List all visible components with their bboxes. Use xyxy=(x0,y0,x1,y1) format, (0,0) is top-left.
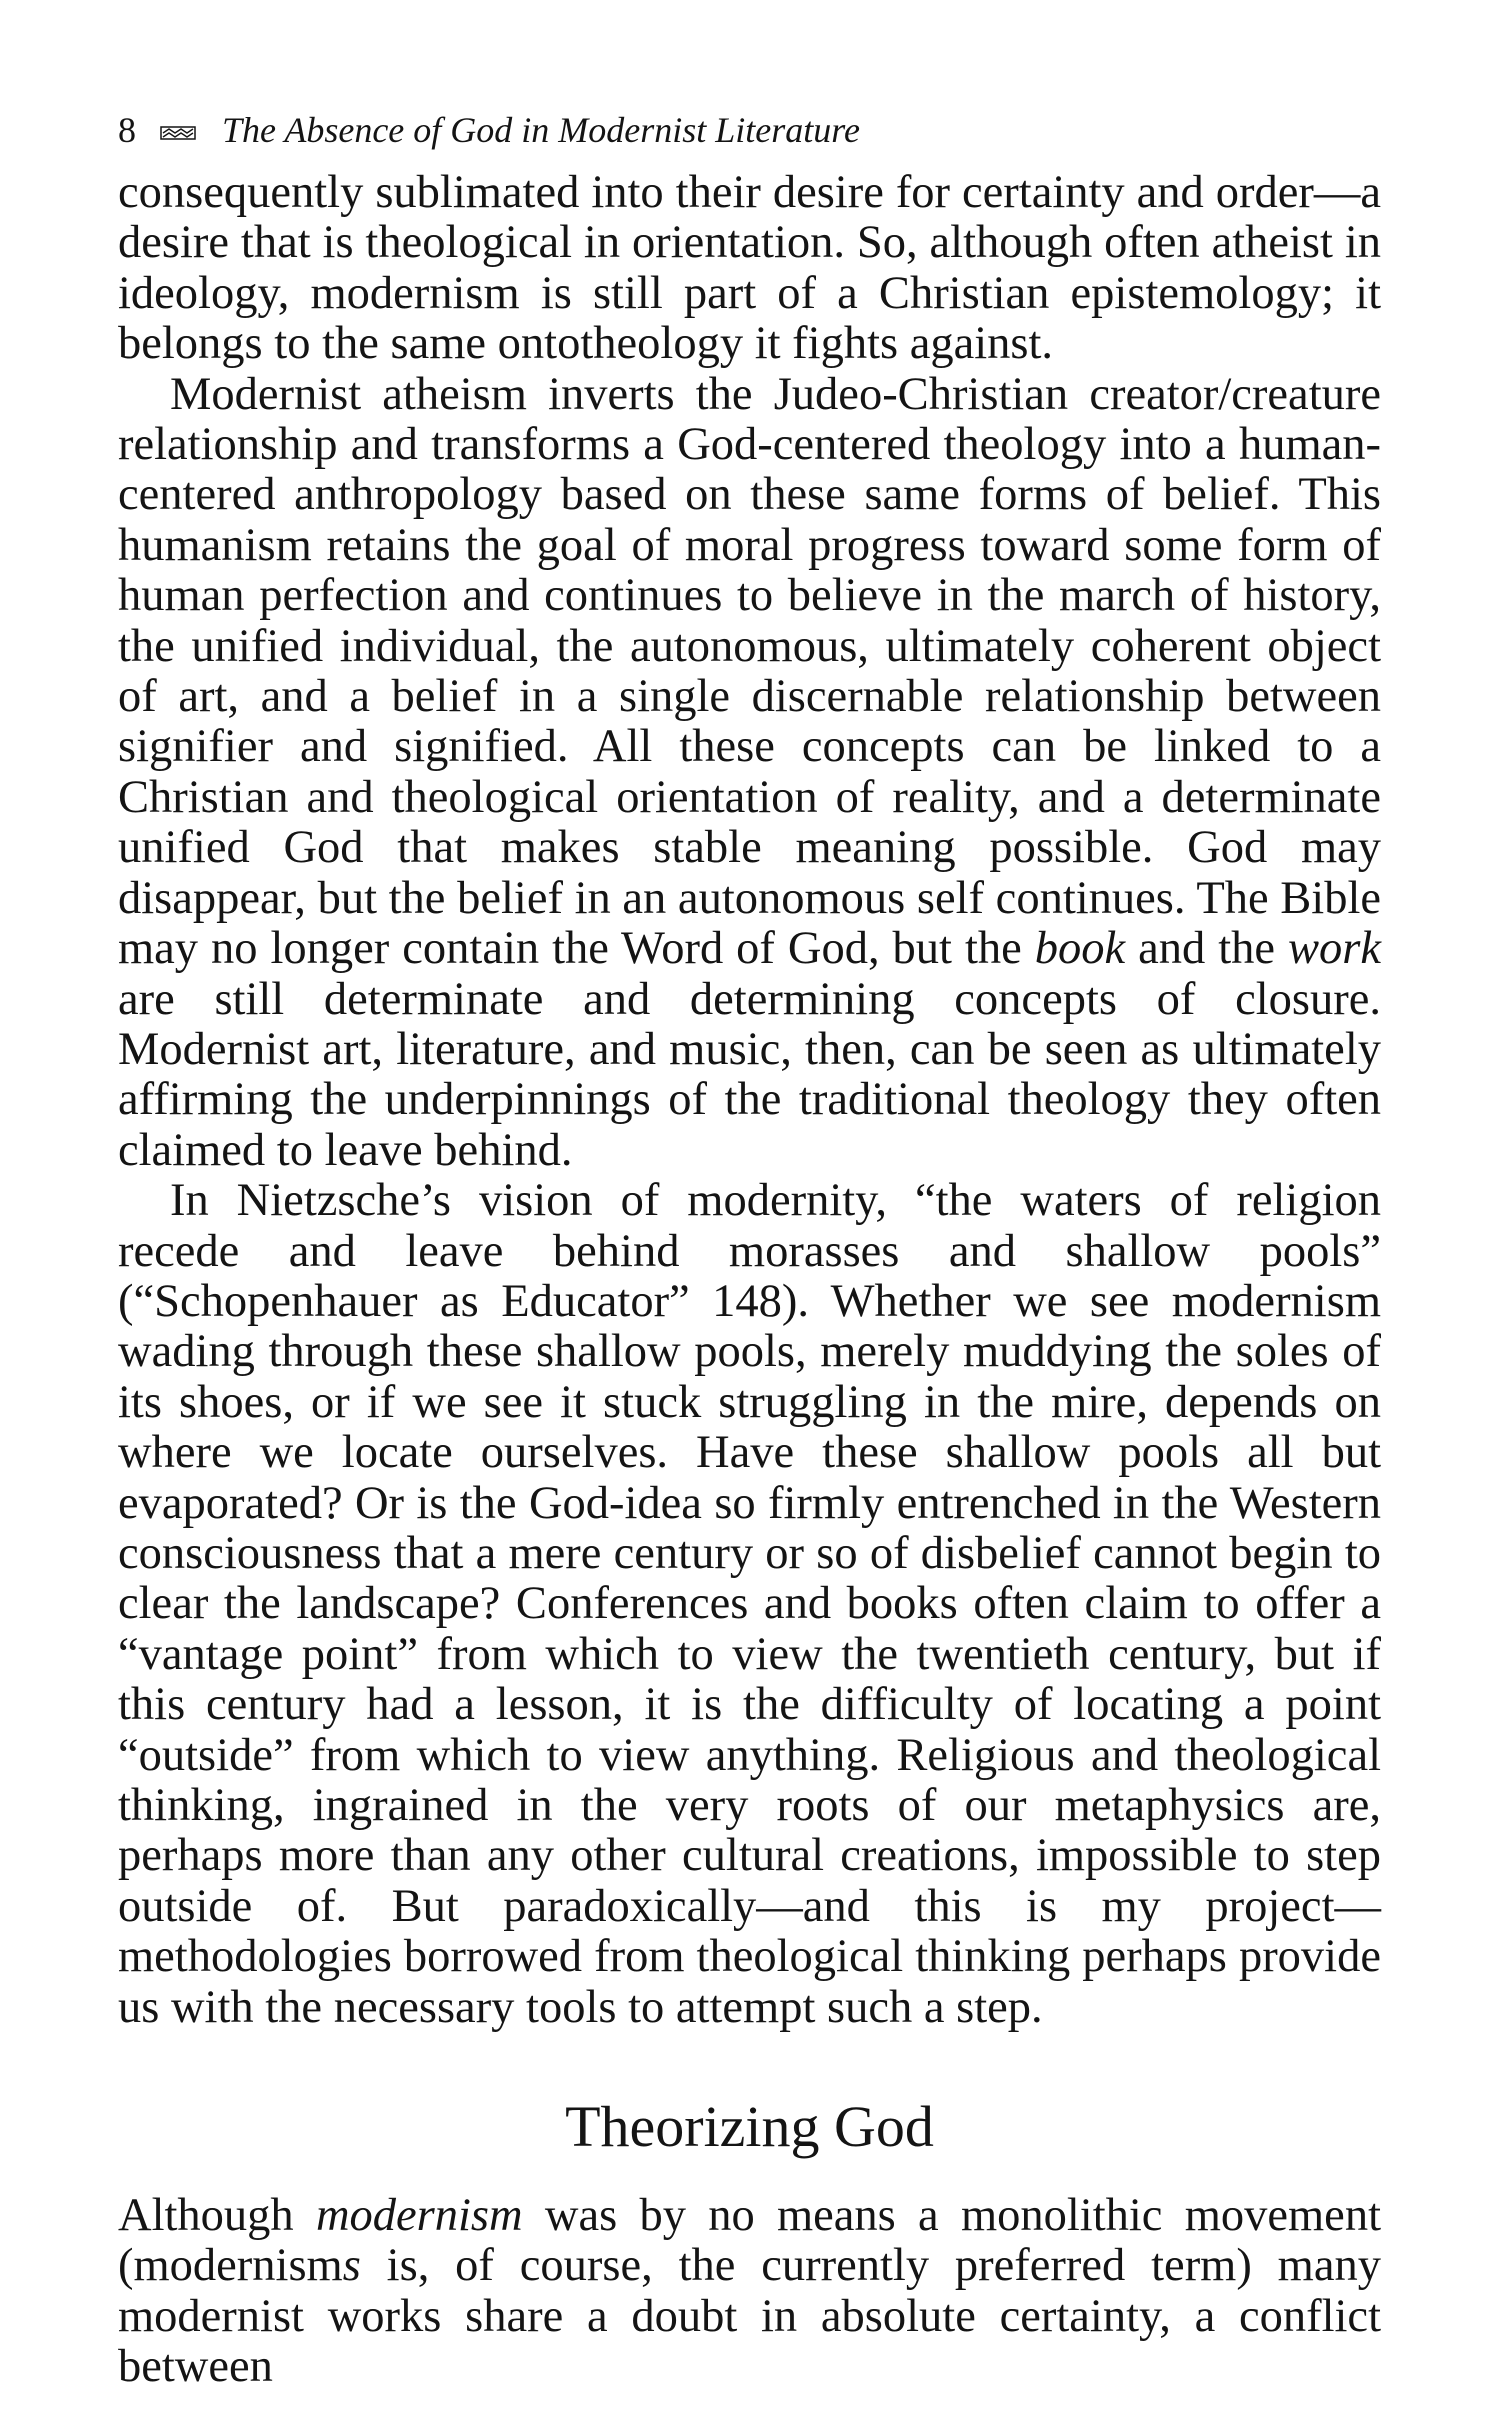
paragraph-modernist-atheism xyxy=(118,370,1381,1177)
emphasis-modernism: modernism xyxy=(315,2190,523,2242)
paragraph-theorizing-god xyxy=(118,2191,1381,2393)
paragraph-text: and the xyxy=(1125,923,1288,975)
book-title: The Absence of God in Modernist Literature xyxy=(222,110,860,150)
paragraph-nietzsche: In Nietzsche’s vision of modernity, “the waters of religion recede and leave behind morasses and shallow pools” (“Schopenhauer as Educator” 148). Whether we see modernism wading through these shallow pools, merely muddying the soles of its shoes, or if we see it stuck struggling in the mire, depends on where we locate ourselves. Have these shallow pools all but evaporated? Or is the God-idea so firmly entrenched in the Western consciousness that a mere century or so of disbelief cannot begin to clear the landscape? Conferences and books often claim to offer a “vantage point” from which to view the twentieth century, but if this century had a lesson, it is the difficulty of locating a point “outside” from which to view anything. Religious and theological thinking, ingrained in the very roots of our metaphysics are, perhaps more than any other cultural creations, impossible to step outside of. But paradoxically—and this is my project—methodologies borrowed from theological thinking perhaps provide us with the necessary tools to attempt such a step. xyxy=(118,1175,1381,2033)
emphasis-book: book xyxy=(1034,923,1126,975)
paragraph-text: Modernist atheism inverts the Judeo-Christian creator/creature relationship and transforms a God-centered theology into a human-centered anthropology based on these same forms of belief. This humanism retains the goal of moral progress toward some form of human perfection and continues to believe in the march of history, the unified individual, the autonomous, ultimately coherent object of art, and a belief in a single discernable relationship between signifier and signified. All these concepts can be linked to a Christian and theological orientation of reality, and a determinate unified God that makes stable meaning possible. God may disappear, but the belief in an autonomous self continues. The Bible may no longer contain the Word of God, but the xyxy=(118,368,1381,975)
decorative-ornament-icon xyxy=(160,124,196,142)
running-head xyxy=(118,108,1381,168)
paragraph-text: are still determinate and determining concepts of closure. Modernist art, literature, and music, then, can be seen as ultimately affirming the underpinnings of the traditional theology they often claimed to leave behind. xyxy=(118,973,1381,1176)
paragraph-continuation: consequently sublimated into their desire for certainty and order—a desire that is theological in orientation. So, although often atheist in ideology, modernism is still part of a Christian epistemology; it belongs to the same ontotheology it fights against. xyxy=(118,167,1381,370)
emphasis-work: work xyxy=(1288,923,1381,975)
paragraph-text: Although xyxy=(118,2190,316,2242)
paragraph-text: is, of course, the currently preferred term) many modernist works share a doubt in absolute certainty, a conflict between xyxy=(118,2240,1381,2393)
paragraph-text: was by no means a monolithic movement (modernism xyxy=(118,2190,1381,2292)
book-page xyxy=(118,108,1381,2393)
section-heading: Theorizing God xyxy=(565,2094,934,2160)
page-number: 8 xyxy=(118,110,136,150)
body-text-section xyxy=(118,2191,1381,2393)
emphasis-plural-s: s xyxy=(342,2240,361,2292)
body-text xyxy=(118,168,1381,2033)
